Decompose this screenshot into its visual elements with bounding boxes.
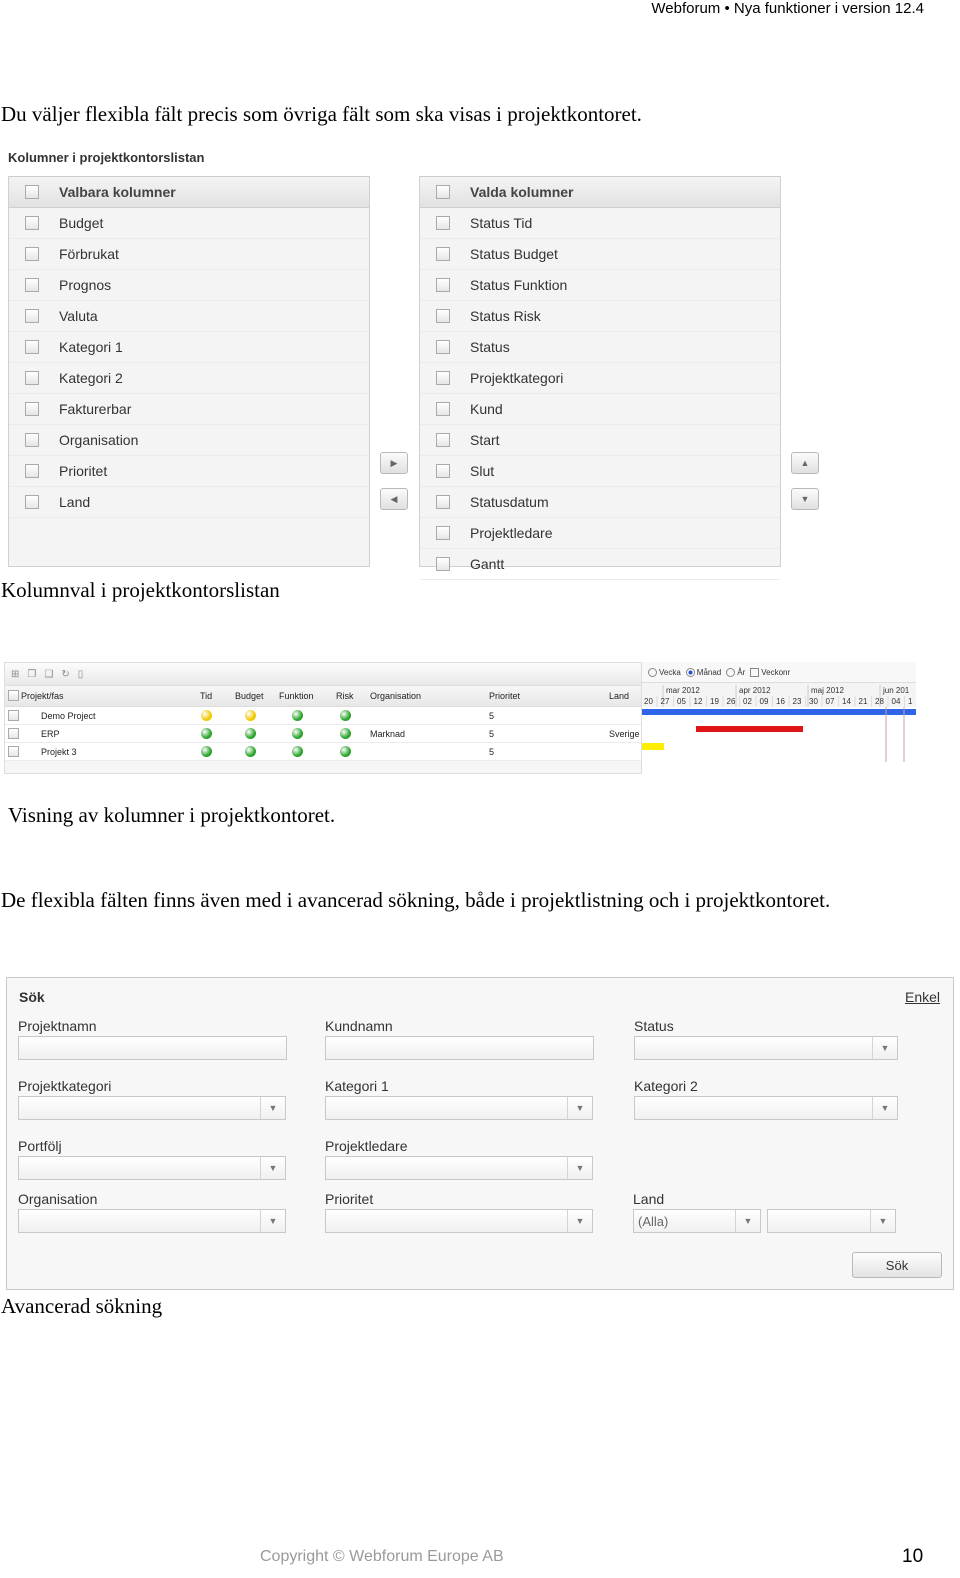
week-label: 28: [875, 697, 884, 706]
row-checkbox[interactable]: [8, 710, 19, 721]
simple-search-link[interactable]: Enkel: [905, 989, 941, 1005]
advanced-search-panel: [6, 977, 954, 1290]
available-columns-header[interactable]: [9, 176, 369, 208]
kategori1-select[interactable]: [325, 1096, 593, 1120]
arrow-right-icon: ▶: [390, 457, 398, 468]
view-option-label: År: [737, 667, 746, 677]
table-header-row: [5, 686, 641, 707]
radio-icon[interactable]: [648, 668, 657, 677]
select-all-checkbox[interactable]: [25, 185, 39, 199]
search-title: Sök: [19, 989, 45, 1005]
gantt-bar-projekt-3: [642, 743, 664, 750]
view-option[interactable]: [648, 668, 681, 677]
column-option[interactable]: [9, 332, 369, 363]
column-label: Prioritet: [59, 463, 108, 479]
column-header[interactable]: Organisation: [370, 691, 422, 701]
week-label: 04: [891, 697, 901, 706]
columns-caption: Kolumnval i projektkontorslistan: [1, 578, 280, 602]
week-label: 30: [809, 697, 818, 706]
column-option[interactable]: [420, 332, 780, 363]
week-label: 12: [693, 697, 703, 706]
column-option[interactable]: [9, 239, 369, 270]
chevron-down-icon: ▼: [567, 1157, 592, 1179]
column-checkbox[interactable]: [25, 340, 39, 354]
projektkategori-select[interactable]: [18, 1096, 286, 1120]
column-label: Kund: [470, 401, 503, 417]
week-label: 02: [743, 697, 752, 706]
row-checkbox[interactable]: [8, 746, 19, 757]
month-label: mar 2012: [666, 686, 700, 695]
chevron-down-icon: ▼: [567, 1097, 592, 1119]
kundnamn-input[interactable]: [325, 1036, 594, 1060]
gantt-chart: [642, 683, 916, 762]
projektkategori-label: Projektkategori: [18, 1078, 112, 1094]
column-option[interactable]: [9, 425, 369, 456]
priority-cell: 5: [489, 747, 495, 757]
column-label: Slut: [470, 463, 495, 479]
column-label: Fakturerbar: [59, 401, 132, 417]
column-checkbox[interactable]: [436, 247, 450, 261]
column-checkbox[interactable]: [436, 371, 450, 385]
expand-icon[interactable]: ⊞: [11, 668, 20, 680]
status-indicator: [340, 728, 351, 739]
column-checkbox[interactable]: [436, 216, 450, 230]
table-row[interactable]: [5, 707, 641, 725]
land-label: Land: [633, 1191, 665, 1207]
project-name[interactable]: Projekt 3: [41, 747, 77, 757]
organisation-label: Organisation: [18, 1191, 98, 1207]
arrow-left-icon: ◀: [390, 493, 398, 504]
project-office-table: [4, 662, 642, 774]
kategori1-label: Kategori 1: [325, 1078, 389, 1094]
status-label: Status: [634, 1018, 674, 1034]
selected-columns-header[interactable]: [420, 176, 780, 208]
portfolj-label: Portfölj: [18, 1138, 62, 1154]
column-checkbox[interactable]: [436, 309, 450, 323]
flex-fields-paragraph: De flexibla fälten finns även med i avancerad sökning, både i projektlistning och i projektkontoret.: [1, 888, 831, 912]
column-label: Status Risk: [470, 308, 541, 324]
column-header[interactable]: Projekt/fas: [21, 691, 64, 701]
status-indicator: [245, 728, 256, 739]
arrow-up-icon: ▲: [800, 458, 810, 468]
kategori2-select[interactable]: [634, 1096, 898, 1120]
column-checkbox[interactable]: [436, 557, 450, 571]
week-label: 23: [792, 697, 802, 706]
gantt-bar-demo-project: [642, 709, 916, 715]
selected-columns-list: [419, 176, 781, 572]
projektnamn-label: Projektnamn: [18, 1018, 97, 1034]
select-all-checkbox[interactable]: [436, 185, 450, 199]
gantt-panel: [642, 662, 916, 762]
column-option[interactable]: [9, 487, 369, 518]
view-option[interactable]: [726, 668, 745, 677]
view-option-label: Vecka: [659, 667, 681, 677]
status-indicator: [292, 710, 303, 721]
column-label: Prognos: [59, 277, 112, 293]
column-checkbox[interactable]: [25, 402, 39, 416]
kategori2-label: Kategori 2: [634, 1078, 698, 1094]
column-checkbox[interactable]: [25, 464, 39, 478]
view-option-label: Veckonr: [761, 667, 791, 677]
column-label: Status: [470, 339, 510, 355]
refresh-icon[interactable]: ↻: [61, 668, 70, 680]
view-option[interactable]: [686, 668, 721, 677]
project-office-toolbar: [5, 663, 641, 686]
move-right-button[interactable]: [380, 452, 408, 474]
view-option-label: Månad: [696, 667, 722, 677]
column-option[interactable]: [420, 487, 780, 518]
status-indicator: [340, 746, 351, 757]
column-checkbox[interactable]: [436, 433, 450, 447]
projektnamn-input[interactable]: [18, 1036, 287, 1060]
week-label: 19: [710, 697, 719, 706]
column-header[interactable]: Prioritet: [489, 691, 521, 701]
columns-section-title: Kolumner i projektkontorslistan: [8, 150, 205, 165]
column-label: Valuta: [59, 308, 98, 324]
status-indicator: [201, 746, 212, 757]
column-label: Land: [59, 494, 91, 510]
organisation-cell: Marknad: [370, 729, 406, 739]
project-name[interactable]: Demo Project: [41, 711, 96, 721]
intro-paragraph: Du väljer flexibla fält precis som övriga fält som ska visas i projektkontoret.: [1, 102, 642, 126]
column-option[interactable]: [9, 394, 369, 425]
week-label: 09: [759, 697, 769, 706]
prioritet-label: Prioritet: [325, 1191, 374, 1207]
chevron-down-icon: ▼: [260, 1157, 285, 1179]
selected-columns-title: Valda kolumner: [470, 184, 574, 200]
column-option[interactable]: [420, 363, 780, 394]
column-label: Förbrukat: [59, 246, 119, 262]
column-option[interactable]: [9, 301, 369, 332]
radio-icon[interactable]: [686, 668, 695, 677]
page-number: 10: [902, 1546, 924, 1567]
chevron-down-icon: ▼: [735, 1210, 760, 1232]
arrow-down-icon: ▼: [800, 494, 810, 504]
chevron-down-icon: ▼: [567, 1210, 592, 1232]
column-checkbox[interactable]: [25, 433, 39, 447]
paste-icon[interactable]: ❑: [44, 668, 54, 680]
month-label: apr 2012: [739, 686, 771, 695]
gantt-bar-erp: [696, 726, 803, 732]
projektledare-select[interactable]: [325, 1156, 593, 1180]
project-name[interactable]: ERP: [41, 729, 60, 739]
month-label: jun 201: [883, 686, 910, 695]
checkbox-icon[interactable]: [750, 668, 759, 677]
column-option[interactable]: [9, 456, 369, 487]
status-indicator: [292, 746, 303, 757]
column-checkbox[interactable]: [436, 402, 450, 416]
search-button[interactable]: Sök: [852, 1252, 942, 1278]
land-select[interactable]: [633, 1209, 761, 1233]
kundnamn-label: Kundnamn: [325, 1018, 393, 1034]
portfolj-select[interactable]: [18, 1156, 286, 1180]
column-label: Projektledare: [470, 525, 553, 541]
column-option[interactable]: [420, 208, 780, 239]
chevron-down-icon: ▼: [260, 1210, 285, 1232]
week-label: 05: [677, 697, 686, 706]
priority-cell: 5: [489, 729, 495, 739]
column-option[interactable]: [9, 270, 369, 301]
column-option[interactable]: [420, 239, 780, 270]
status-indicator: [201, 710, 212, 721]
chevron-down-icon: ▼: [870, 1210, 895, 1232]
column-option[interactable]: [420, 518, 780, 549]
column-label: Status Funktion: [470, 277, 568, 293]
status-indicator: [245, 746, 256, 757]
column-header[interactable]: Risk: [336, 691, 354, 701]
column-label: Kategori 1: [59, 339, 123, 355]
status-select[interactable]: [634, 1036, 898, 1060]
column-option[interactable]: [420, 456, 780, 487]
month-label: maj 2012: [811, 686, 844, 695]
week-label: 14: [842, 697, 851, 706]
week-label: 26: [726, 697, 736, 706]
land-value: (Alla): [638, 1214, 669, 1229]
filter-icon[interactable]: ▯: [77, 668, 84, 680]
column-checkbox[interactable]: [25, 216, 39, 230]
footer-copyright: Copyright © Webforum Europe AB: [260, 1548, 504, 1565]
week-label: 27: [660, 697, 670, 706]
column-header[interactable]: Land: [609, 691, 630, 701]
move-up-button[interactable]: [791, 452, 819, 474]
column-label: Gantt: [470, 556, 505, 572]
search-caption: Avancerad sökning: [1, 1294, 163, 1318]
move-down-button[interactable]: [791, 488, 819, 510]
row-checkbox[interactable]: [8, 728, 19, 739]
table-row[interactable]: [5, 743, 641, 761]
column-checkbox[interactable]: [436, 278, 450, 292]
column-label: Start: [470, 432, 500, 448]
view-option[interactable]: [750, 668, 790, 677]
column-option[interactable]: [420, 301, 780, 332]
project-office-caption: Visning av kolumner i projektkontoret.: [8, 803, 336, 827]
column-label: Kategori 2: [59, 370, 123, 386]
available-columns-list: [8, 176, 370, 567]
column-checkbox[interactable]: [436, 340, 450, 354]
page-header: Webforum • Nya funktioner i version 12.4: [651, 0, 924, 17]
column-checkbox[interactable]: [25, 247, 39, 261]
column-label: Projektkategori: [470, 370, 564, 386]
column-checkbox[interactable]: [436, 495, 450, 509]
column-header[interactable]: Budget: [235, 691, 264, 701]
status-indicator: [340, 710, 351, 721]
select-all-checkbox[interactable]: [8, 690, 19, 701]
column-label: Status Tid: [470, 215, 533, 231]
chevron-down-icon: ▼: [872, 1097, 897, 1119]
land-cell: Sverige: [609, 729, 640, 739]
chevron-down-icon: ▼: [260, 1097, 285, 1119]
week-label: 1: [908, 697, 913, 706]
projektledare-label: Projektledare: [325, 1138, 408, 1154]
column-header[interactable]: Funktion: [279, 691, 314, 701]
column-option[interactable]: [9, 363, 369, 394]
copy-icon[interactable]: ❐: [27, 668, 37, 680]
status-indicator: [245, 710, 256, 721]
column-checkbox[interactable]: [436, 526, 450, 540]
land-sub-select[interactable]: [767, 1209, 896, 1233]
column-header[interactable]: Tid: [200, 691, 213, 701]
table-row[interactable]: [5, 725, 641, 743]
radio-icon[interactable]: [726, 668, 735, 677]
column-option[interactable]: [420, 270, 780, 301]
column-label: Status Budget: [470, 246, 558, 262]
column-checkbox[interactable]: [436, 464, 450, 478]
column-option[interactable]: [420, 425, 780, 456]
column-label: Budget: [59, 215, 104, 231]
column-checkbox[interactable]: [25, 495, 39, 509]
prioritet-select[interactable]: [325, 1209, 593, 1233]
status-indicator: [201, 728, 212, 739]
week-label: 20: [644, 697, 653, 706]
column-option[interactable]: [420, 394, 780, 425]
column-label: Organisation: [59, 432, 139, 448]
available-columns-title: Valbara kolumner: [59, 184, 176, 200]
organisation-select[interactable]: [18, 1209, 286, 1233]
week-label: 21: [858, 697, 868, 706]
column-option[interactable]: [420, 549, 780, 580]
week-label: 16: [776, 697, 785, 706]
column-option[interactable]: [9, 208, 369, 239]
column-checkbox[interactable]: [25, 278, 39, 292]
move-left-button[interactable]: [380, 488, 408, 510]
priority-cell: 5: [489, 711, 495, 721]
chevron-down-icon: ▼: [872, 1037, 897, 1059]
column-checkbox[interactable]: [25, 309, 39, 323]
status-indicator: [292, 728, 303, 739]
week-label: 07: [825, 697, 835, 706]
column-checkbox[interactable]: [25, 371, 39, 385]
column-label: Statusdatum: [470, 494, 549, 510]
